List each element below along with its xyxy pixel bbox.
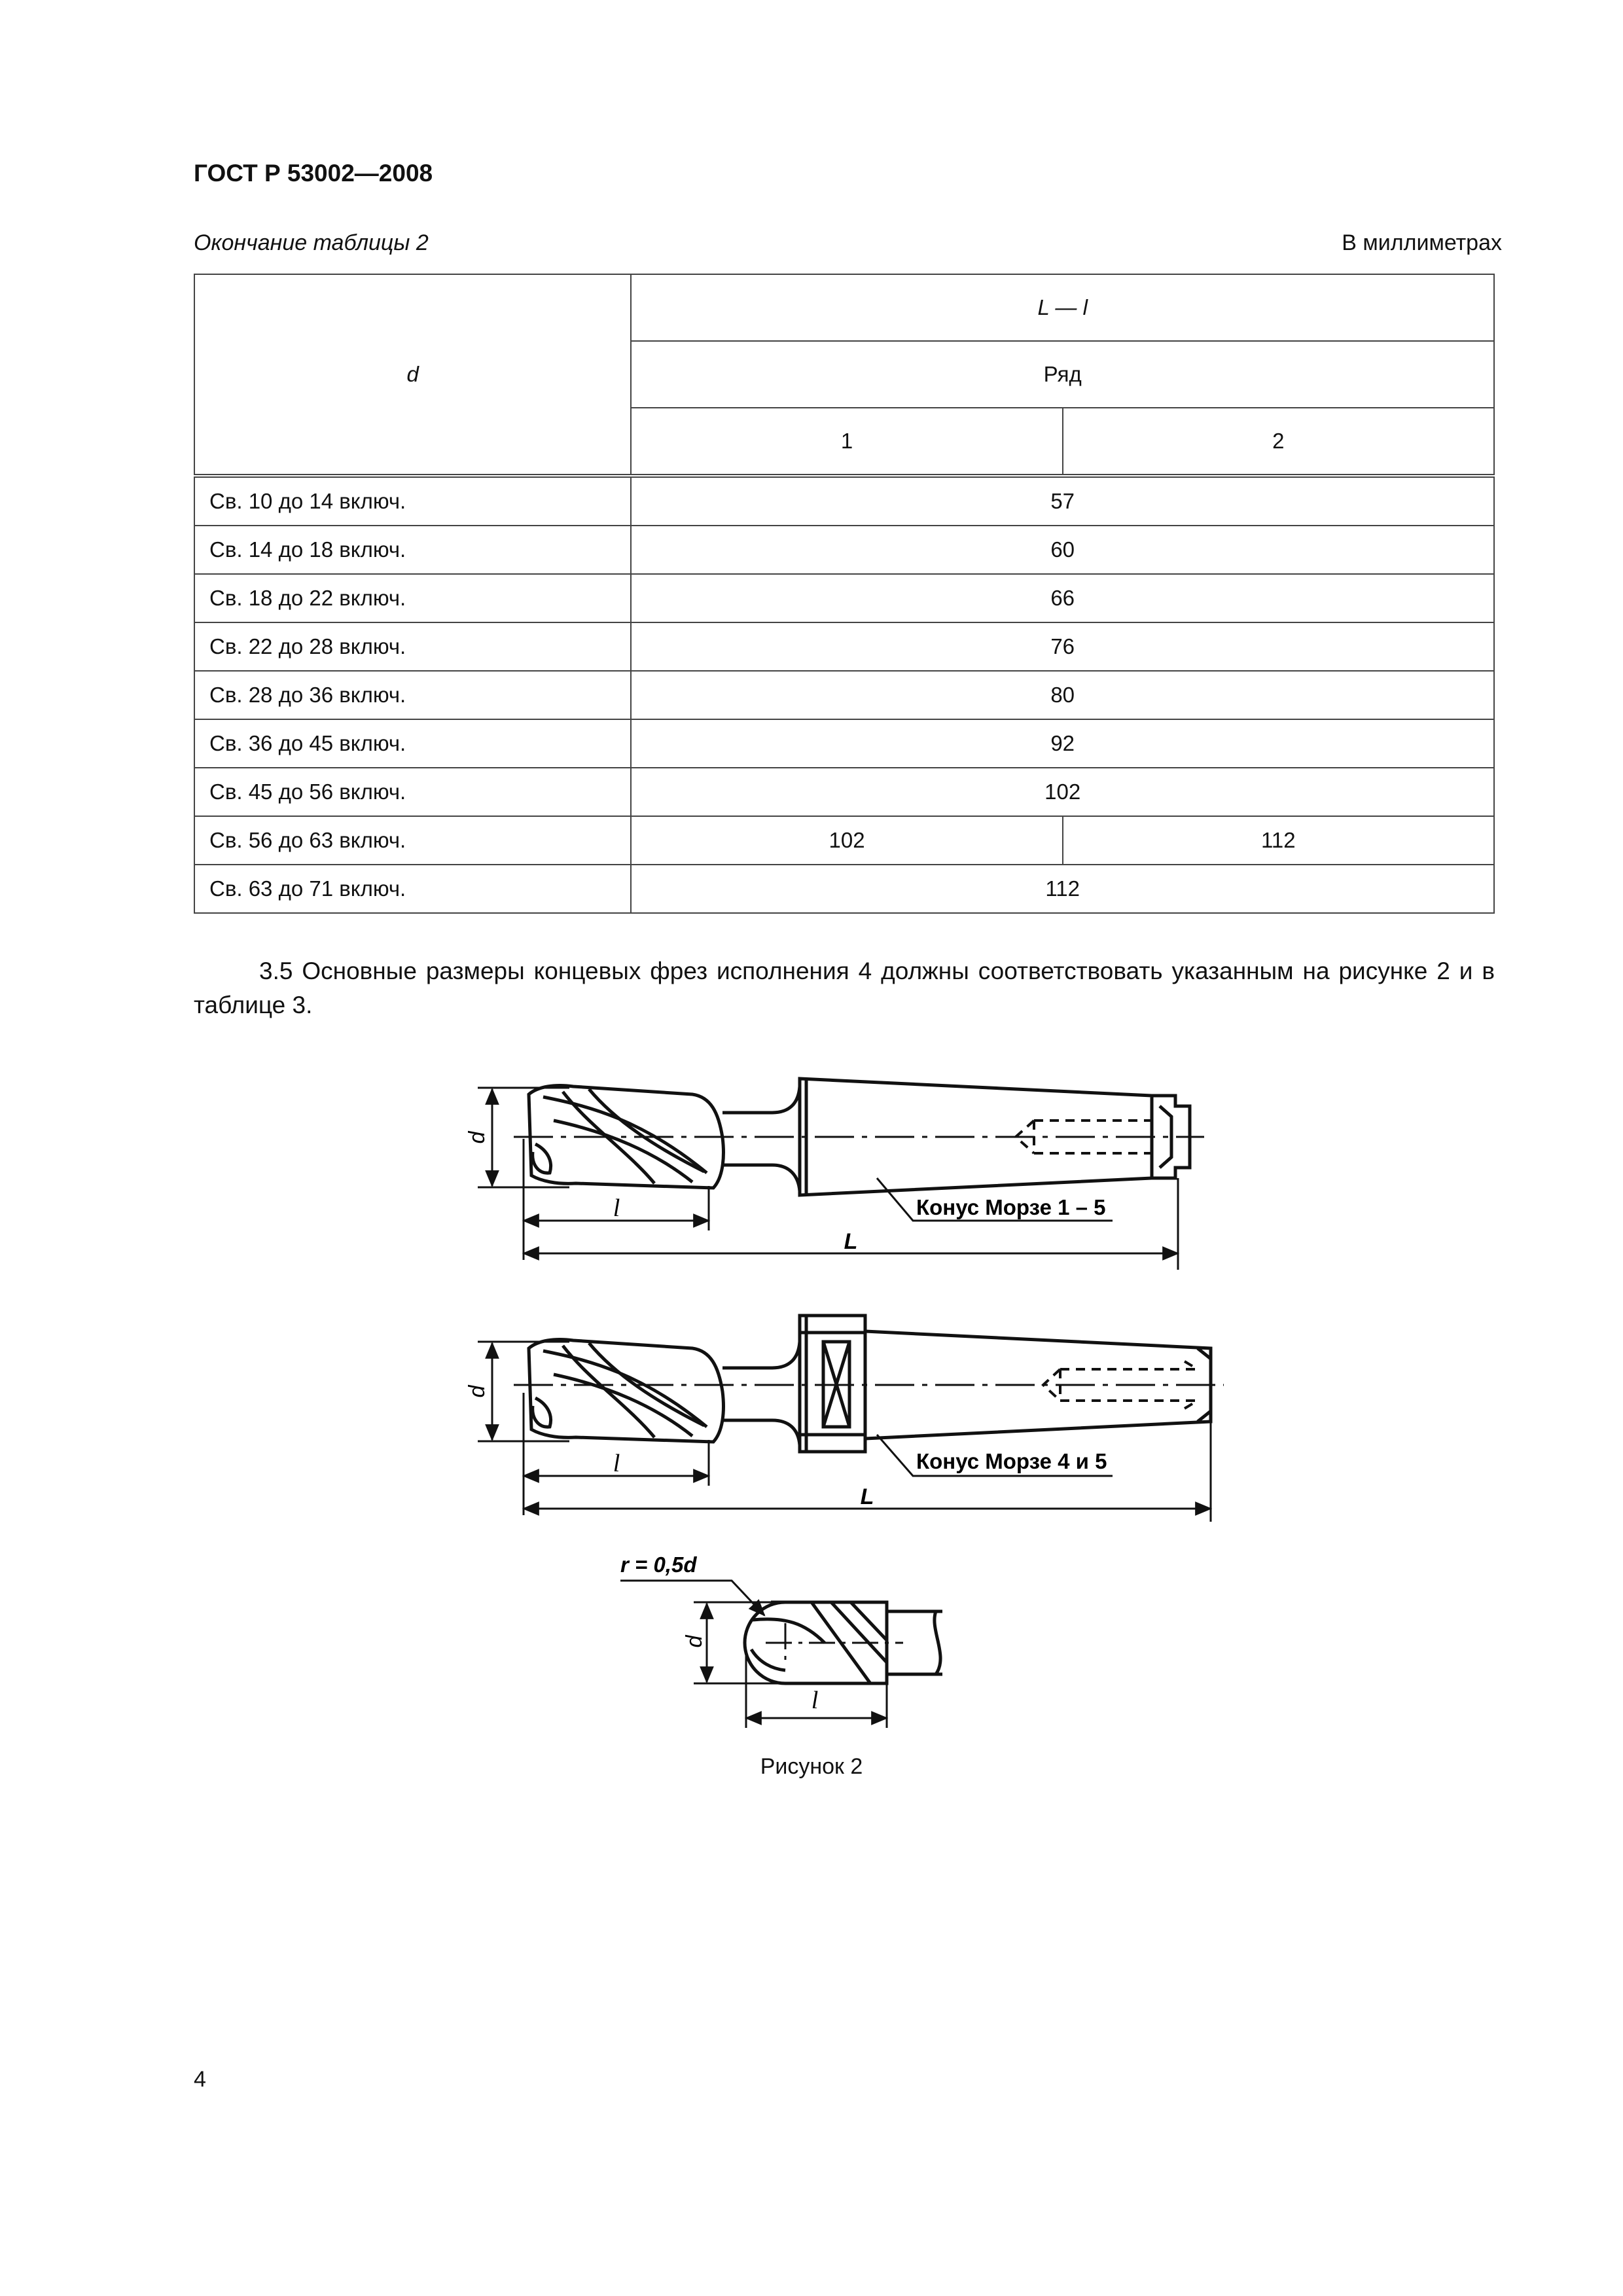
middle-L-label: L bbox=[860, 1484, 874, 1509]
detail-d-label: d bbox=[682, 1635, 707, 1648]
value-cell: 66 bbox=[631, 574, 1494, 622]
header-l-diff: L — l bbox=[631, 274, 1494, 341]
range-cell: Св. 22 до 28 включ. bbox=[194, 622, 631, 671]
value-cell-row2: 112 bbox=[1063, 816, 1494, 865]
value-cell: 57 bbox=[631, 476, 1494, 526]
middle-l-label: l bbox=[613, 1450, 620, 1477]
units-label: В миллиметрах bbox=[1342, 230, 1502, 255]
header-d: d bbox=[194, 274, 631, 476]
value-cell: 102 bbox=[631, 768, 1494, 816]
header-row-2: 2 bbox=[1063, 408, 1494, 476]
value-cell: 60 bbox=[631, 526, 1494, 574]
middle-d-label: d bbox=[465, 1385, 490, 1398]
range-cell: Св. 45 до 56 включ. bbox=[194, 768, 631, 816]
range-cell: Св. 63 до 71 включ. bbox=[194, 865, 631, 913]
range-cell: Св. 18 до 22 включ. bbox=[194, 574, 631, 622]
paragraph-3-5: 3.5 Основные размеры концевых фрез исполнения 4 должны соответствовать указанным на рисунке 2 и в таблице 3. bbox=[194, 958, 1495, 1018]
middle-cone-label: Конус Морзе 4 и 5 bbox=[916, 1449, 1107, 1473]
document-header: ГОСТ Р 53002—2008 bbox=[194, 160, 433, 187]
range-cell: Св. 14 до 18 включ. bbox=[194, 526, 631, 574]
value-cell: 92 bbox=[631, 719, 1494, 768]
middle-mill-drawing bbox=[529, 1316, 1211, 1452]
value-cell: 76 bbox=[631, 622, 1494, 671]
range-cell: Св. 28 до 36 включ. bbox=[194, 671, 631, 719]
header-row-group: Ряд bbox=[631, 341, 1494, 408]
value-cell: 80 bbox=[631, 671, 1494, 719]
page-number: 4 bbox=[194, 2067, 206, 2092]
upper-L-label: L bbox=[844, 1229, 858, 1254]
upper-d-label: d bbox=[465, 1131, 490, 1144]
detail-l-label: l bbox=[811, 1687, 819, 1714]
value-cell-row1: 102 bbox=[631, 816, 1062, 865]
upper-cone-label: Конус Морзе 1 – 5 bbox=[916, 1195, 1106, 1219]
table-caption: Окончание таблицы 2 bbox=[194, 230, 429, 255]
range-cell: Св. 36 до 45 включ. bbox=[194, 719, 631, 768]
figure-caption: Рисунок 2 bbox=[760, 1754, 863, 1779]
upper-l-label: l bbox=[613, 1194, 620, 1222]
range-cell: Св. 10 до 14 включ. bbox=[194, 476, 631, 526]
header-row-1: 1 bbox=[631, 408, 1062, 476]
detail-radius-label: r = 0,5d bbox=[620, 1552, 697, 1577]
value-cell: 112 bbox=[631, 865, 1494, 913]
range-cell: Св. 56 до 63 включ. bbox=[194, 816, 631, 865]
